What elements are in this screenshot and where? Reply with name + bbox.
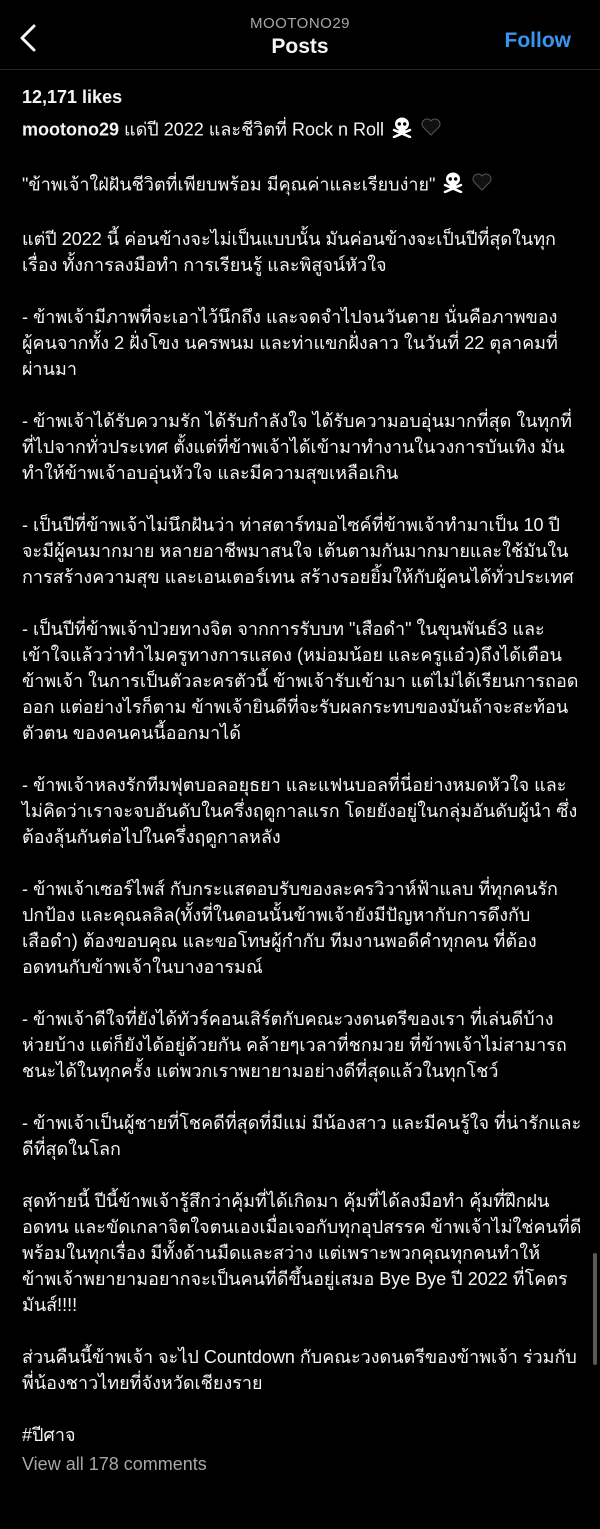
page-title: Posts xyxy=(271,35,329,58)
scrollbar-thumb[interactable] xyxy=(593,1253,597,1365)
caption-paragraph: - เป็นปีที่ข้าพเจ้าป่วยทางจิต จากการรับบท "เสือดำ" ในขุนพันธ์3 และเข้าใจแล้วว่าทำไมครูทางการแสดง (หม่อมน้อย และครูแอ๋ว)ถึงได้เตือนข้าพเจ้า ในการเป็นตัวละครตัวนี้ ข้าพเจ้ารับเข้ามา แต่ไม่ได้เรียนการถอดออก แต่อย่างไรก็ตาม ข้าพเจ้ายินดีที่จะรับผลกระทบของมันถ้าจะสะท้อนตัวตน ของคนคนนี้ออกมาได้ xyxy=(22,619,579,743)
caption-intro: แด่ปี 2022 และชีวิตที่ Rock n Roll xyxy=(124,119,384,140)
caption-paragraph: - ข้าพเจ้าดีใจที่ยังได้ทัวร์คอนเสิร์ตกับคณะวงดนตรีของเรา ที่เล่นดีบ้างห่วยบ้าง แต่ก็ยังได้อยู่ด้วยกัน คล้ายๆเวลาที่ชกมวย ที่ข้าพเจ้าไม่สามารถชนะได้ในทุกครั้ง แต่พวกเราพยายามอย่างดีที่สุดแล้วในทุกโชว์ xyxy=(22,1009,567,1081)
caption-paragraph xyxy=(22,171,582,200)
hashtag-link[interactable]: #ปีศาจ xyxy=(22,1425,76,1445)
black-heart-icon xyxy=(420,116,442,145)
caption-paragraph: สุดท้ายนี้ ปีนี้ข้าพเจ้ารู้สึกว่าคุ้มที่ได้เกิดมา คุ้มที่ได้ลงมือทำ คุ้มที่ฝึกฝนอดทน และขัดเกลาจิตใจตนเองเมื่อเจอกับทุกอุปสรรค ข้าพเจ้าไม่ใช่คนที่ดีพร้อมในทุกเรื่อง มีทั้งด้านมืดและสว่าง แต่เพราะพวกคุณทุกคนทำให้ข้าพเจ้าพยายามอยากจะเป็นคนที่ดีขึ้นอยู่เสมอ Bye Bye ปี 2022 ที่โคตรมันส์!!!! xyxy=(22,1191,582,1315)
caption-paragraph: แต่ปี 2022 นี้ ค่อนข้างจะไม่เป็นแบบนั้น มันค่อนข้างจะเป็นปีที่สุดในทุกเรื่อง ทั้งการลงมือทำ การเรียนรู้ และพิสูจน์หัวใจ xyxy=(22,229,556,275)
post-details xyxy=(22,84,582,1475)
caption-paragraph: - ข้าพเจ้าเซอร์ไพส์ กับกระแสตอบรับของละครวิวาห์ฟ้าแลบ ที่ทุกคนรักปกป้อง และคุณลลิล(ทั้งที่ในตอนนั้นข้าพเจ้ายังมีปัญหากับการดึงกับเสือดำ) ต้องขอบคุณ และขอโทษผู้กำกับ ทีมงานพอดีคำทุกคน ที่ต้องอดทนกับข้าพเจ้าในบางอารมณ์ xyxy=(22,879,558,977)
author-username[interactable]: mootono29 xyxy=(22,119,119,140)
caption-paragraph: - ข้าพเจ้าได้รับความรัก ได้รับกำลังใจ ได้รับความอบอุ่นมากที่สุด ในทุกที่ที่ไปจากทั่วประเทศ ตั้งแต่ที่ข้าพเจ้าได้เข้ามาทำงานในวงการบันเทิง มันทำให้ข้าพเจ้าอบอุ่นหัวใจ และมีความสุขเหลือเกิน xyxy=(22,411,573,483)
caption-text: "ข้าพเจ้าใฝ่ฝันชีวิตที่เพียบพร้อม มีคุณค่าและเรียบง่าย" xyxy=(22,174,436,195)
caption-paragraph: - เป็นปีที่ข้าพเจ้าไม่นึกฝันว่า ท่าสตาร์ทมอไซค์ที่ข้าพเจ้าทำมาเป็น 10 ปี จะมีผู้คนมากมาย หลายอาชีพมาสนใจ เต้นตามกันมากมายและใช้มันในการสร้างความสุข และเอนเตอร์เทน สร้างรอยยิ้มให้กับผู้คนได้ทั่วประเทศ xyxy=(22,515,574,587)
skull-crossbones-icon xyxy=(442,171,464,200)
likes-count[interactable]: 12,171 likes xyxy=(22,87,123,107)
caption-paragraph: - ข้าพเจ้าเป็นผู้ชายที่โชคดีที่สุดที่มีแม่ มีน้องสาว และมีคนรู้ใจ ที่น่ารักและดีที่สุดในโลก xyxy=(22,1113,582,1159)
caption-paragraph: ส่วนคืนนี้ข้าพเจ้า จะไป Countdown กับคณะวงดนตรีของข้าพเจ้า ร่วมกับพี่น้องชาวไทยที่จังหวัดเชียงราย xyxy=(22,1347,577,1393)
caption-paragraph: - ข้าพเจ้าหลงรักทีมฟุตบอลอยุธยา และแฟนบอลที่นี่อย่างหมดหัวใจ และไม่คิดว่าเราจะจบอันดับในครึ่งฤดูกาลแรก โดยยังอยู่ในกลุ่มอันดับผู้นำ ซึ่งต้องลุ้นกันต่อไปในครึ่งฤดูกาลหลัง xyxy=(22,775,578,847)
skull-crossbones-icon xyxy=(391,116,413,145)
caption-paragraph: - ข้าพเจ้ามีภาพที่จะเอาไว้นึกถึง และจดจำไปจนวันตาย นั่นคือภาพของผู้คนจากทั้ง 2 ฝั่งโขง นครพนม และท่าแขกฝั่งลาว ในวันที่ 22 ตุลาคมที่ผ่านมา xyxy=(22,307,558,379)
post-caption xyxy=(22,116,582,1448)
view-all-comments-link[interactable]: View all 178 comments xyxy=(22,1454,207,1474)
header-username: MOOTONO29 xyxy=(249,15,351,32)
follow-button[interactable]: Follow xyxy=(504,29,571,52)
caption-first-line xyxy=(22,116,582,145)
black-heart-icon xyxy=(471,171,493,200)
top-bar xyxy=(0,0,600,70)
